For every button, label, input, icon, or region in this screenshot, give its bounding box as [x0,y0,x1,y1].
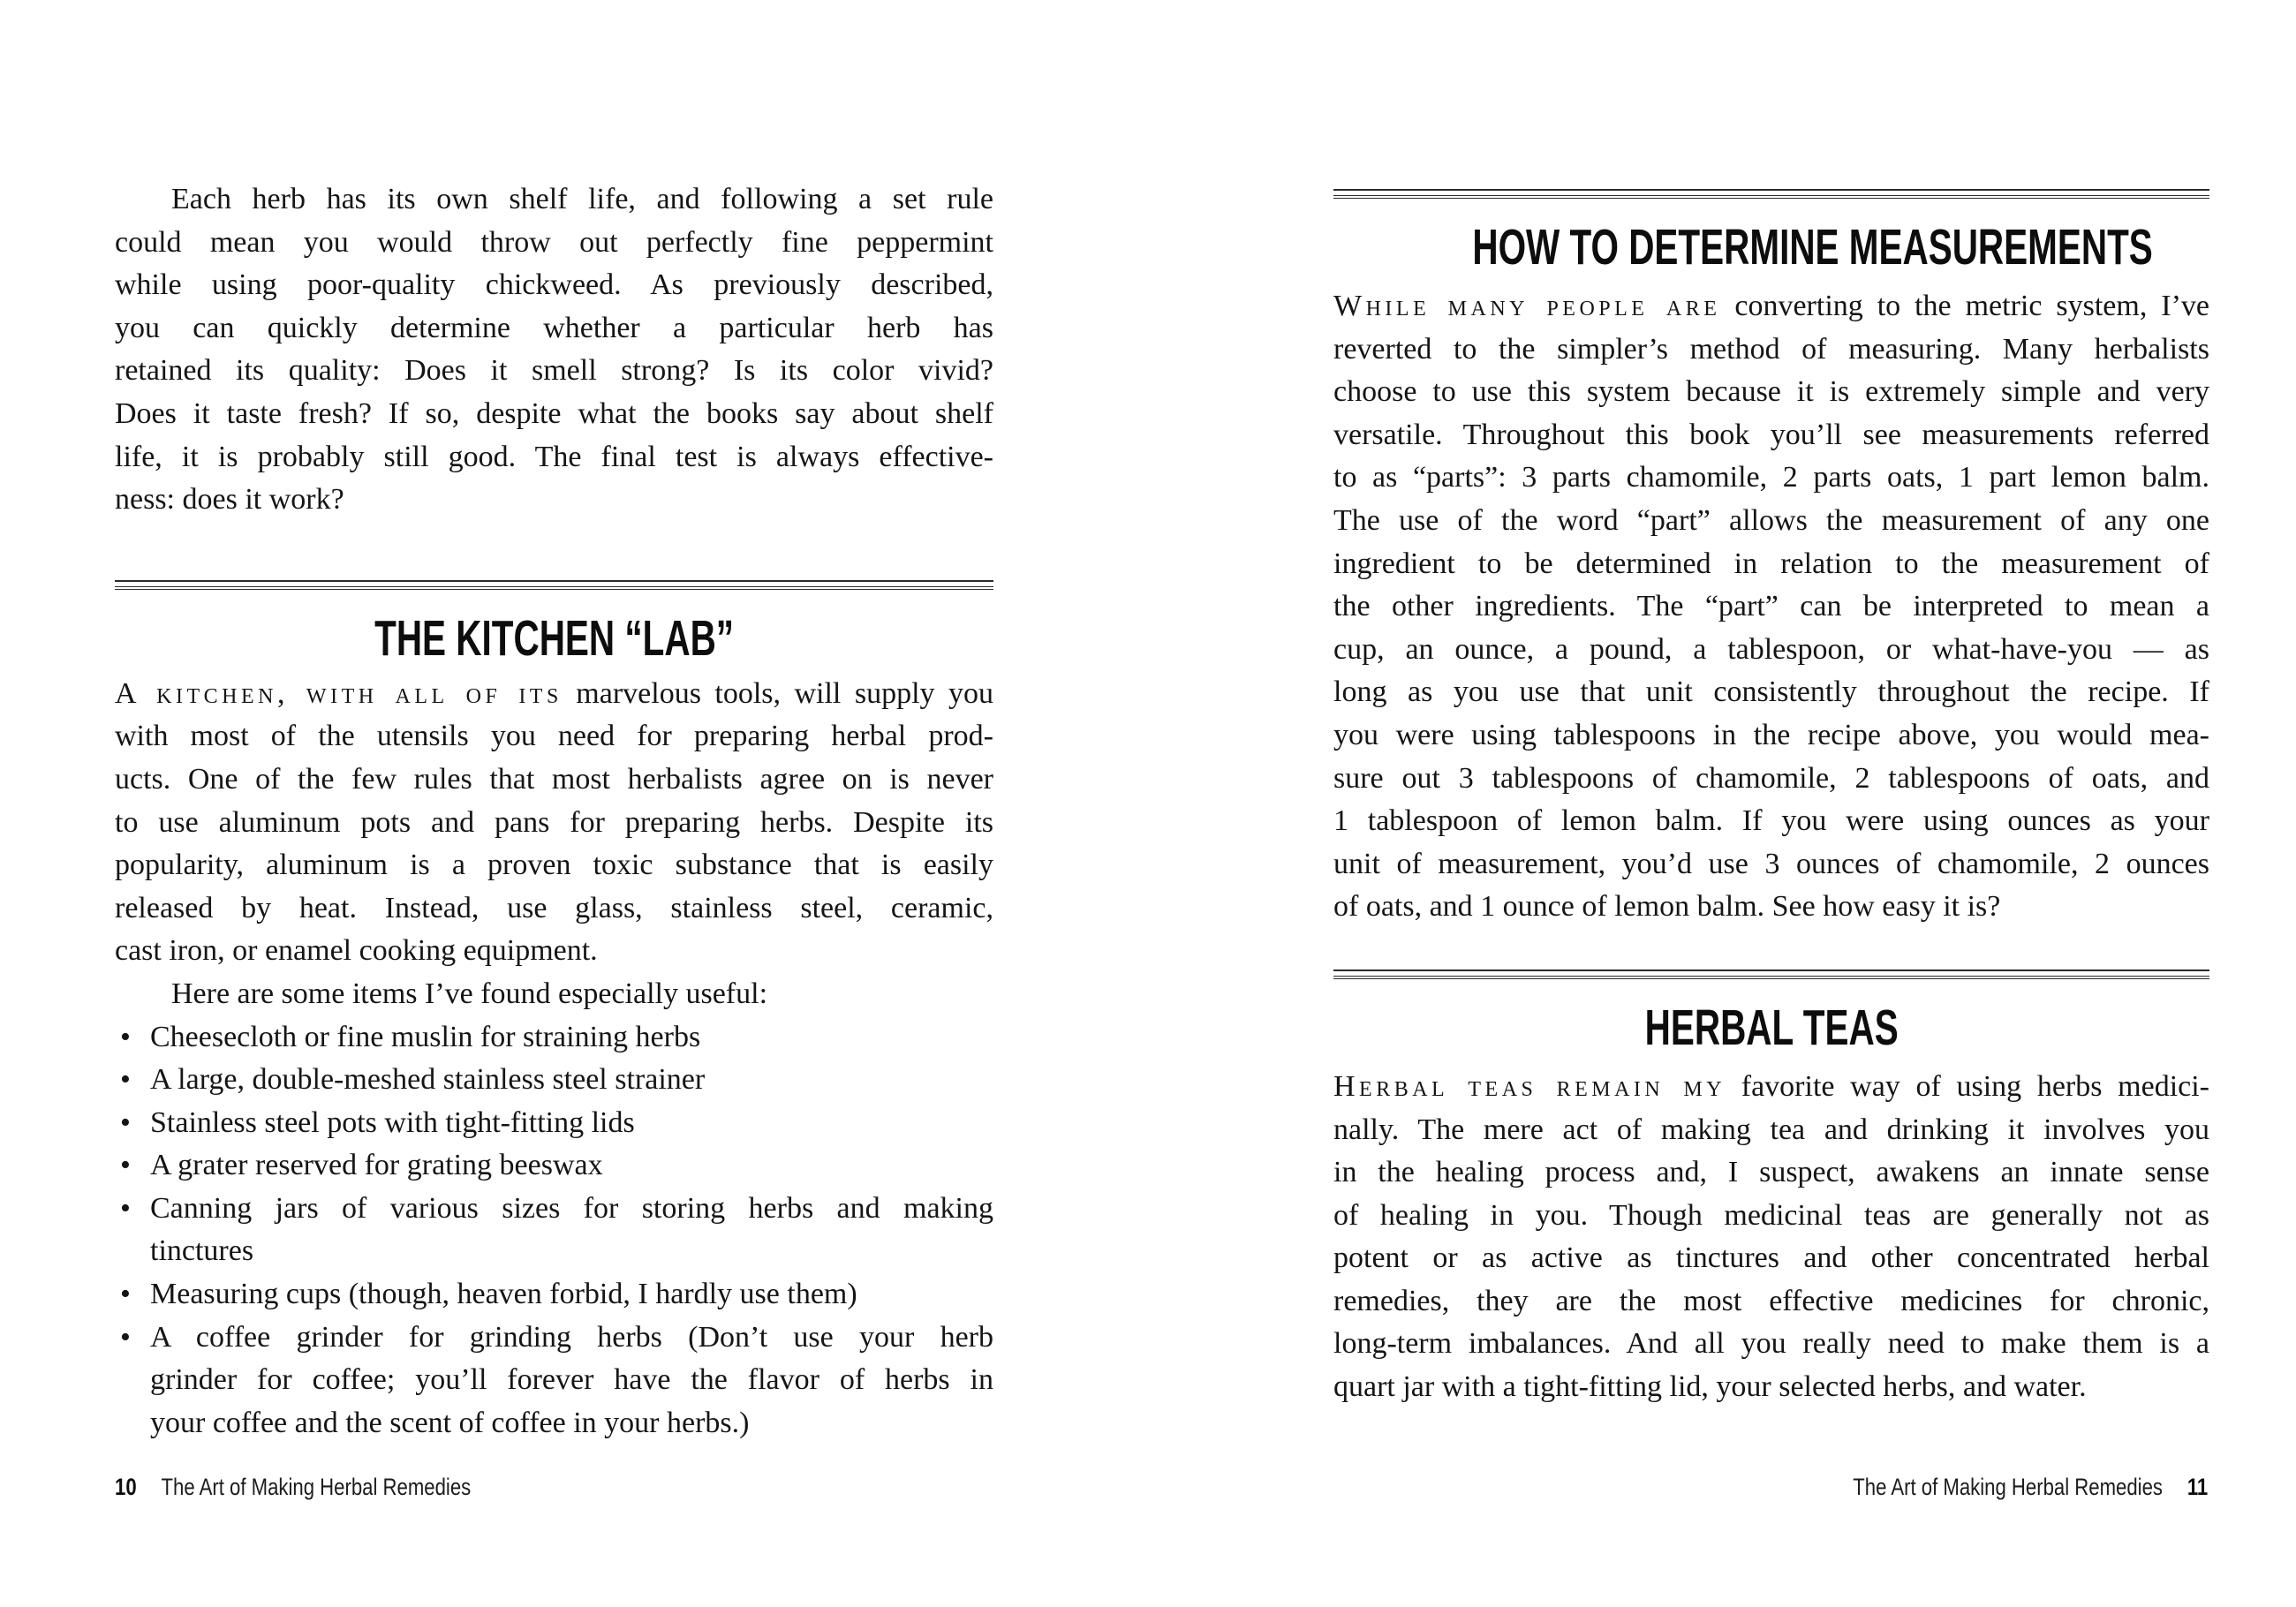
text-line: in the healing process and, I suspect, awakens an innate sense [1333,1156,2209,1189]
text-line: remedies, they are the most effective medicines for chronic, [1333,1284,2209,1317]
section-title-text: THE KITCHEN “LAB” [374,609,734,667]
text-line: nally. The mere act of making tea and drinking it involves you [1333,1113,2209,1146]
section-title-text: HERBAL TEAS [1644,999,1899,1056]
section-title-herbal-teas [1333,999,2209,1056]
list-item [115,1059,993,1102]
text-line: Herbal teas remain my favorite way of using herbs medici- [1333,1069,2209,1103]
footer-text [1853,1474,2208,1500]
text-line: A large, double-meshed stainless steel strainer [150,1063,706,1097]
text-line: popularity, aluminum is a proven toxic substance that is easily [115,849,993,882]
text-line: Canning jars of various sizes for storing herbs and making [150,1191,993,1225]
text-line: reverted to the simpler’s method of measuring. Many herbalists [1333,332,2209,366]
list-item [115,1102,993,1145]
text-line: tinctures [150,1234,254,1268]
text-line: long as you use that unit consistently throughout the recipe. If [1333,675,2209,709]
text-line: potent or as active as tinctures and other concentrated herbal [1333,1241,2209,1275]
smallcaps-lead-in: Herbal teas remain my [1333,1069,1726,1103]
bullet-icon: • [120,1191,131,1225]
text-line: to as “parts”: 3 parts chamomile, 2 parts oats, 1 part lemon balm. [1333,461,2209,494]
bullet-icon: • [120,1149,131,1182]
section-title-text: HOW TO DETERMINE MEASUREMENTS [1472,219,2153,275]
text-line: retained its quality: Does it smell strong? Is its color vivid? [115,354,993,388]
text-line: A kitchen, with all of its marvelous tools, will supply you [115,676,994,710]
equipment-list [115,1016,993,1445]
text-line: 1 tablespoon of lemon balm. If you were using ounces as your [1333,804,2209,838]
bullet-icon: • [120,1063,131,1097]
list-item [115,1188,993,1273]
bullet-icon: • [120,1320,131,1354]
text-line: you were using tablespoons in the recipe above, you would mea- [1333,718,2209,751]
text-line: The use of the word “part” allows the measurement of any one [1333,503,2209,537]
text-line: ness: does it work? [115,483,344,517]
section-divider-rule [1333,969,2209,979]
list-item [115,1273,993,1317]
bullet-icon: • [120,1020,131,1053]
bullet-icon: • [120,1278,131,1311]
section-divider-rule [1333,189,2209,199]
footer-text [115,1474,471,1500]
text-line: to use aluminum pots and pans for preparing herbs. Despite its [115,805,993,839]
text-line: while using poor-quality chickweed. As previously described, [115,268,993,302]
text-line: sure out 3 tablespoons of chamomile, 2 tablespoons of oats, and [1333,761,2209,795]
herbal-teas-paragraph [1333,1066,2209,1409]
running-title: The Art of Making Herbal Remedies [161,1474,472,1500]
section-title-measurements [1333,219,2209,275]
text-line: choose to use this system because it is extremely simple and very [1333,375,2209,409]
right-page [1333,0,2209,1409]
smallcaps-lead-in: While many people are [1333,290,1721,322]
text-line: the other ingredients. The “part” can be interpreted to mean a [1333,590,2209,623]
section-title-kitchen-lab [115,609,993,667]
text-line: Here are some items I’ve found especially useful: [171,977,768,1010]
text-line: A grater reserved for grating beeswax [150,1149,603,1182]
text-line: While many people are converting to the metric system, I’ve [1333,290,2209,322]
text-line: Stainless steel pots with tight-fitting lids [150,1105,635,1139]
text-line: you can quickly determine whether a particular herb has [115,311,993,344]
text-line: versatile. Throughout this book you’ll see measurements referred [1333,418,2209,451]
section-divider-rule [115,580,993,590]
page-number: 11 [2186,1474,2208,1500]
page-footer-left [115,1474,549,1500]
text-line: grinder for coffee; you’ll forever have the flavor of herbs in [150,1363,993,1397]
text-line: cast iron, or enamel cooking equipment. [115,934,598,968]
measurements-paragraph [1333,285,2209,929]
text-line: of oats, and 1 ounce of lemon balm. See how easy it is? [1333,890,2001,924]
page-footer-right [1775,1474,2208,1500]
text-line: quart jar with a tight-fitting lid, your selected herbs, and water. [1333,1370,2087,1404]
text-line: long-term imbalances. And all you really need to make them is a [1333,1327,2209,1361]
text-line: released by heat. Instead, use glass, stainless steel, ceramic, [115,891,993,924]
kitchen-lab-paragraph [115,673,993,973]
intro-paragraph [115,178,993,522]
text-line: life, it is probably still good. The final test is always effective- [115,440,993,473]
left-page [115,0,993,1445]
text-line: Each herb has its own shelf life, and following a set rule [171,183,993,215]
list-intro-paragraph [115,973,993,1016]
text-line: with most of the utensils you need for preparing herbal prod- [115,720,993,753]
list-item [115,1016,993,1060]
text-line: ingredient to be determined in relation to the measurement of [1333,547,2209,580]
page-number: 10 [115,1474,137,1500]
text-line: Measuring cups (though, heaven forbid, I hardly use them) [150,1278,857,1311]
bullet-icon: • [120,1105,131,1139]
list-item [115,1317,993,1445]
text-line: cup, an ounce, a pound, a tablespoon, or what-have-you — as [1333,632,2209,666]
text-line: A coffee grinder for grinding herbs (Don’t use your herb [150,1320,993,1354]
text-line: Does it taste fresh? If so, despite what the books say about shelf [115,396,993,430]
text-line: your coffee and the scent of coffee in your herbs.) [150,1406,750,1439]
text-line: unit of measurement, you’d use 3 ounces of chamomile, 2 ounces [1333,847,2209,880]
text-line: of healing in you. Though medicinal teas are generally not as [1333,1198,2209,1232]
list-item [115,1144,993,1188]
text-line: could mean you would throw out perfectly fine peppermint [115,225,993,259]
text-line: ucts. One of the few rules that most herbalists agree on is never [115,762,993,796]
running-title: The Art of Making Herbal Remedies [1852,1474,2163,1500]
smallcaps-lead-in: A kitchen, with all of its [115,676,563,710]
text-line: Cheesecloth or fine muslin for straining herbs [150,1020,701,1053]
